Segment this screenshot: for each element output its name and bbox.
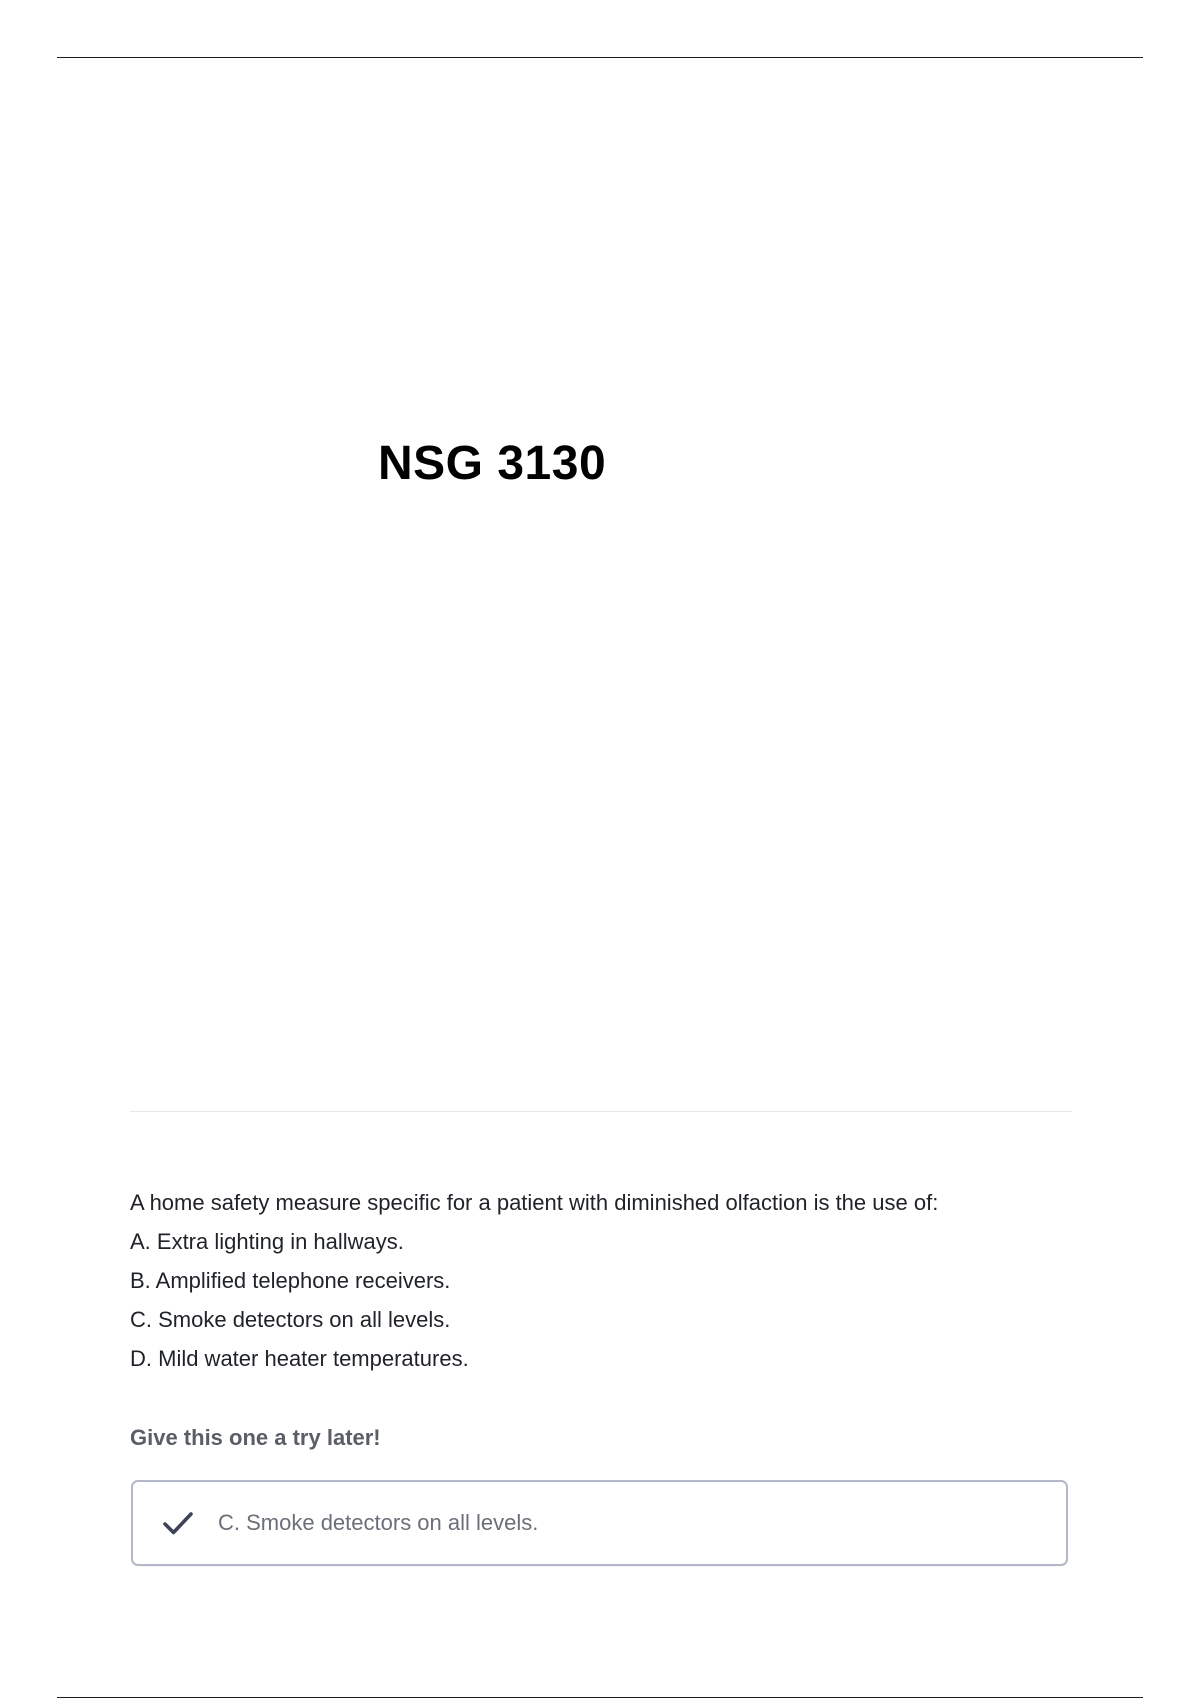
try-later-hint: Give this one a try later! [130,1425,381,1450]
page-bottom-rule [57,1697,1143,1698]
revealed-answer-card[interactable] [131,1480,1068,1566]
question-text: A home safety measure specific for a patient with diminished olfaction is the use of: [130,1190,939,1215]
section-divider [130,1111,1072,1112]
option-b: B. Amplified telephone receivers. [130,1268,451,1293]
checkmark-icon [160,1505,196,1541]
option-d: D. Mild water heater temperatures. [130,1346,469,1371]
page-top-rule [57,57,1143,58]
option-c: C. Smoke detectors on all levels. [130,1307,451,1332]
question-block [130,1190,1090,1385]
answer-text: C. Smoke detectors on all levels. [218,1510,539,1535]
option-list [130,1229,1090,1372]
option-a: A. Extra lighting in hallways. [130,1229,404,1254]
document-title: NSG 3130 [378,437,607,490]
